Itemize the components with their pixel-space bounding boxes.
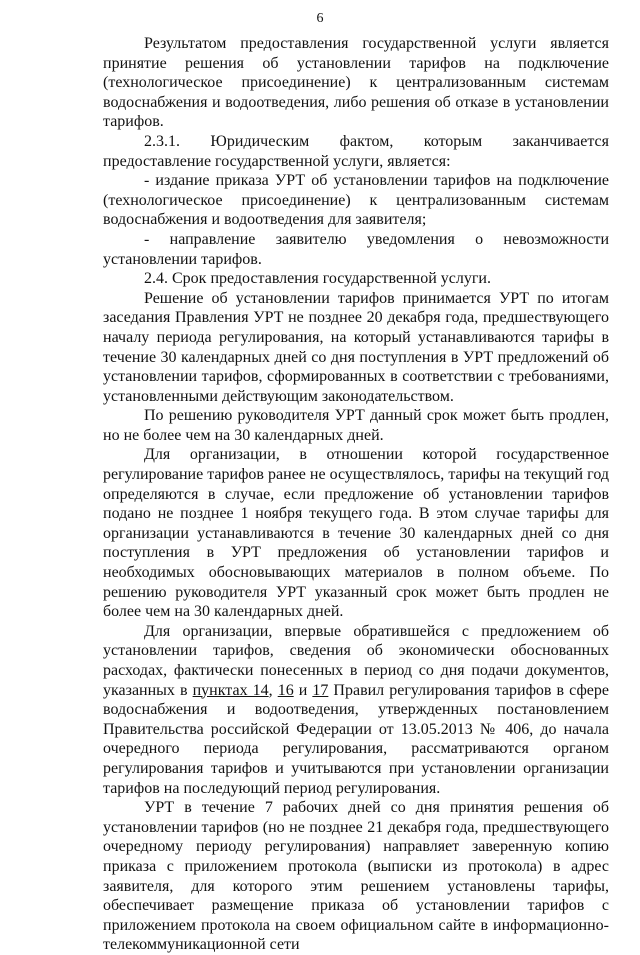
paragraph-notification-term: УРТ в течение 7 рабочих дней со дня принятия решения об установлении тарифов (но не позднее 21 декабря года, предшествующего очередному периоду регулирования) направляет заверенную копию приказа с приложением протокола (выписки из протокола) в адрес заявителя, для которого этим решением установлены тарифы, обеспечивает размещение приказа об установлении тарифов с приложением протокола на своем официальном сайте в информационно-телекоммуникационной сети <box>103 799 609 954</box>
paragraph-result: Результатом предоставления государственной услуги является принятие решения об установлении тарифов на подключение (технологическое присоединение) к централизованным системам водоснабжения и водоотведения, либо решения об отказе в установлении тарифов. <box>103 35 609 131</box>
paragraph-legal-fact: 2.3.1. Юридическим фактом, которым заканчивается предоставление государственной услуги, является: <box>103 132 609 170</box>
section-heading-term: 2.4. Срок предоставления государственной услуги. <box>144 270 491 288</box>
link-paragraph-14[interactable]: пунктах 14 <box>192 681 269 699</box>
document-body <box>103 34 609 955</box>
paragraph-extension: По решению руководителя УРТ данный срок может быть продлен, но не более чем на 30 календарных дней. <box>103 407 609 444</box>
paragraph-text: Для организации, впервые обратившейся с предложением об установлении тарифов, сведения об экономически обоснованных расходах, фактически понесенных в период со дня подачи документов, указанных в <box>103 622 609 699</box>
list-item-notification: - направление заявителю уведомления о невозможности установлении тарифов. <box>103 230 609 268</box>
list-item-order: - издание приказа УРТ об установлении тарифов на подключение (технологическое присоединение) к централизованным системам водоснабжения и водоотведения для заявителя; <box>103 172 609 229</box>
separator-text: и <box>293 681 313 699</box>
paragraph-decision-term: Решение об установлении тарифов принимается УРТ по итогам заседания Правления УРТ не позднее 20 декабря года, предшествующего началу периода регулирования, на который устанавливаются тарифы в течение 30 календарных дней со дня поступления в УРТ предложений об установлении тарифов, сформированных в соответствии с требованиями, установленными действующим законодательством. <box>103 289 609 405</box>
paragraph-new-organization: Для организации, в отношении которой государственное регулирование тарифов ранее не осуществлялось, тарифы на текущий год определяются в случае, если предложение об установлении тарифов подано не позднее 1 ноября текущего года. В этом случае тарифы для организации устанавливаются в течение 30 календарных дней со дня поступления в УРТ предложения об установлении тарифов и необходимых обосновывающих материалов в полном объеме. По решению руководителя УРТ указанный срок может быть продлен не более чем на 30 календарных дней. <box>103 446 609 621</box>
separator-text: , <box>268 681 278 699</box>
paragraph-text: Правил регулирования тарифов в сфере водоснабжения и водоотведения, утвержденных постановлением Правительства российской Федерации от 13.05.2013 № 406, до начала очередного периода регулирования, рассматриваются органом регулирования тарифов и учитываются при установлении организации тарифов на последующий период регулирования. <box>103 681 610 797</box>
paragraph-first-application <box>103 622 609 798</box>
page-number: 6 <box>316 11 324 26</box>
link-paragraph-17[interactable]: 17 <box>312 681 329 699</box>
link-paragraph-16[interactable]: 16 <box>277 681 294 699</box>
